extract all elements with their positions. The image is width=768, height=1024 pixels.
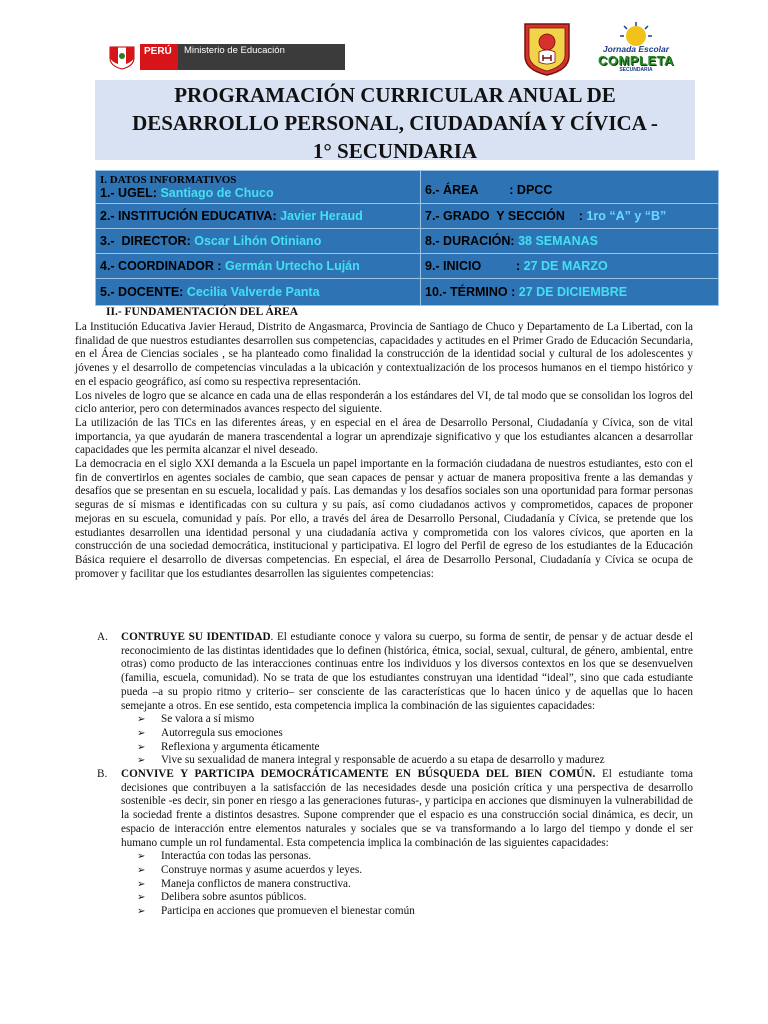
document-title	[95, 80, 695, 163]
row-value: 1ro “A” y “B”	[586, 209, 667, 223]
row-value: 27 DE MARZO	[523, 259, 608, 273]
minedu-logo	[104, 44, 345, 70]
competencia-name: CONTRUYE SU IDENTIDAD	[121, 631, 271, 643]
row-value: Santiago de Chuco	[160, 186, 274, 200]
row-value: Javier Heraud	[280, 209, 363, 223]
jornada-escolar-completa-logo	[590, 22, 682, 73]
competencia-description: . El estudiante conoce y valora su cuerpo, su forma de sentir, de pensar y de actuar desde el reconocimiento de las distintas identidades que lo definen (histórica, étnica, social, sexual, cultural, de género, ambiental, entre otras) como producto de las interacciones continuas entre los individuos y los diversos contextos en los que se desenvuelven (familia, escuela, comunidad). No se trata de que los estudiantes construyan una identidad “ideal”, sino que cada estudiante pueda –a su propio ritmo y criterio– ser consciente de las características que lo hacen único y de aquellas que lo hacen semejante a otros. En ese sentido, esta competencia implica la combinación de las siguientes capacidades:	[121, 631, 693, 712]
table-cell	[421, 204, 719, 229]
table-row	[96, 254, 719, 279]
competencias-list	[75, 631, 693, 919]
school-crest-icon	[522, 22, 572, 76]
competencia-text	[121, 768, 693, 850]
row-label: 6.- ÁREA :	[425, 183, 514, 197]
capacidades-list	[75, 713, 693, 768]
table-cell	[96, 204, 421, 229]
competencia-letter: A.	[97, 631, 108, 643]
list-item: ➢ Reflexiona y argumenta éticamente	[137, 741, 693, 755]
table-row	[96, 204, 719, 229]
table-cell	[421, 279, 719, 306]
jec-line2: COMPLETA	[598, 53, 674, 68]
row-label: 9.- INICIO :	[425, 259, 521, 273]
list-item: ➢ Construye normas y asume acuerdos y leyes.	[137, 864, 693, 878]
row-value: Cecilia Valverde Panta	[186, 285, 320, 299]
competencia-text	[121, 631, 693, 713]
row-value: Germán Urtecho Luján	[225, 259, 360, 273]
table-row	[96, 229, 719, 254]
fundamentacion-body	[75, 321, 693, 581]
title-line-3: 1° SECUNDARIA	[312, 139, 478, 163]
list-item: ➢ Maneja conflictos de manera constructiva.	[137, 878, 693, 892]
row-label: 4.- COORDINADOR :	[100, 259, 222, 273]
list-item: ➢ Interactúa con todas las personas.	[137, 850, 693, 864]
datos-heading: I. DATOS INFORMATIVOS	[100, 174, 237, 186]
jec-line3: SECUNDARIA	[619, 67, 653, 73]
list-item: ➢ Participa en acciones que promueven el bienestar común	[137, 905, 693, 919]
title-line-2: DESARROLLO PERSONAL, CIUDADANÍA Y CÍVICA -	[132, 111, 658, 135]
table-cell	[96, 279, 421, 306]
table-cell	[96, 229, 421, 254]
paragraph: La democracia en el siglo XXI demanda a la Escuela un papel importante en la formación ciudadana de nuestros estudiantes, esto con el fin de convertirlos en agentes sociales de cambio, que sean capaces de pensar y actuar de manera propositiva frente a las demandas y desafíos que se presentan en su escuela, localidad y país. Las demandas y los desafíos sociales son una oportunidad para formar personas seguras de sí mismas e identificadas con su cultura y su país, así como ciudadanos activos y comprometidos, capaces de proponer mejoras en su escuela, comunidad y país. Por ello, a través del área de Desarrollo Personal, Ciudadanía y Cívica, se pretende que los estudiantes desarrollen una identidad personal y una ciudadanía activa y comprometida con los valores cívicos, que aporten en la construcción de una sociedad democrática, institucional y participativa. El logro del Perfil de egreso de los estudiantes de la Educación Básica requiere el desarrollo de diversas competencias. En especial, el área de Desarrollo Personal, Ciudadanía y Cívica se ocupa de promover y facilitar que los estudiantes desarrollen las siguientes competencias:	[75, 458, 693, 580]
row-label: 8.- DURACIÓN:	[425, 234, 515, 248]
fundamentacion-heading: II.- FUNDAMENTACIÓN DEL ÁREA	[106, 306, 299, 318]
row-label: 7.- GRADO Y SECCIÓN :	[425, 209, 583, 223]
list-item: ➢ Delibera sobre asuntos públicos.	[137, 891, 693, 905]
row-value: Oscar Lihón Otiniano	[194, 234, 322, 248]
datos-informativos-table	[95, 170, 719, 306]
table-cell	[96, 254, 421, 279]
competencia-letter: B.	[97, 768, 108, 781]
competencia-description: El estudiante toma decisiones que contribuyen a la satisfacción de las necesidades desde una posición crítica y una perspectiva de desarrollo sostenible -es decir, sin poner en riesgo a las generaciones futuras-, y participa en acciones que disminuyen la vulnerabilidad de la sociedad frente a distintos desastres. Supone comprender que el espacio es una construcción social dinámica, es decir, un espacio de interacción entre elementos naturales y sociales que se va transformando a lo largo del tiempo y donde el ser humano cumple un rol fundamental. Esta competencia implica la combinación de las siguientes capacidades:	[121, 768, 694, 849]
paragraph: La utilización de las TICs en las diferentes áreas, y en especial en el área de Desarrollo Personal, Ciudadanía y Cívica, son de vital importancia, ya que ayudarán de manera trascendental a lograr un aprendizaje significativo y que los estudiantes alcancen a desarrollar capacidades que les permita alcanzar el nivel deseado.	[75, 416, 693, 457]
list-item: ➢ Vive su sexualidad de manera integral y responsable de acuerdo a su etapa de desarrollo y madurez	[137, 754, 693, 768]
competencia-b	[75, 768, 693, 850]
ministry-label: Ministerio de Educación	[178, 44, 345, 70]
table-row	[96, 279, 719, 306]
table-cell	[421, 229, 719, 254]
row-label: 5.- DOCENTE:	[100, 285, 184, 299]
competencia-name: CONVIVE Y PARTICIPA DEMOCRÁTICAMENTE EN BÚSQUEDA DEL BIEN COMÚN.	[121, 768, 596, 781]
peru-shield-icon	[104, 44, 140, 70]
table-cell	[421, 171, 719, 204]
capacidades-list	[75, 850, 693, 919]
row-label: 2.- INSTITUCIÓN EDUCATIVA:	[100, 209, 277, 223]
row-value: 38 SEMANAS	[518, 234, 598, 248]
list-item: ➢ Se valora a sí mismo	[137, 713, 693, 727]
table-row	[96, 171, 719, 204]
peru-label: PERÚ	[140, 44, 178, 70]
table-cell	[421, 254, 719, 279]
row-value: 27 DE DICIEMBRE	[518, 285, 628, 299]
paragraph: La Institución Educativa Javier Heraud, Distrito de Angasmarca, Provincia de Santiago de Chuco y Departamento de La Libertad, con la finalidad de que nuestros estudiantes desarrollen sus competencias, capacidades y actitudes en el Primer Grado de Educación Secundaria, en el Área de Ciencias sociales , se ha planteado como finalidad la construcción de la identidad social y cultural de los adolescentes y jóvenes y el desarrollo de competencias vinculadas a la ubicación y contextualización de los procesos humanos en el tiempo histórico y en el espacio geográfico, así como su respectiva representación.	[75, 321, 693, 388]
row-label: 1.- UGEL:	[100, 186, 157, 200]
jec-line1: Jornada Escolar	[602, 44, 670, 54]
table-cell	[96, 171, 421, 204]
row-label: 10.- TÉRMINO :	[425, 285, 516, 299]
paragraph: Los niveles de logro que se alcance en cada una de ellas responderán a los estándares del VI, de tal modo que se consolidan los logros del ciclo anterior, pero con determinados avances respecto del siguiente.	[75, 389, 693, 416]
row-label: 3.- DIRECTOR:	[100, 234, 191, 248]
row-value: DPCC	[516, 183, 553, 197]
title-line-1: PROGRAMACIÓN CURRICULAR ANUAL DE	[174, 83, 616, 107]
list-item: ➢ Autorregula sus emociones	[137, 727, 693, 741]
competencia-a	[75, 631, 693, 713]
